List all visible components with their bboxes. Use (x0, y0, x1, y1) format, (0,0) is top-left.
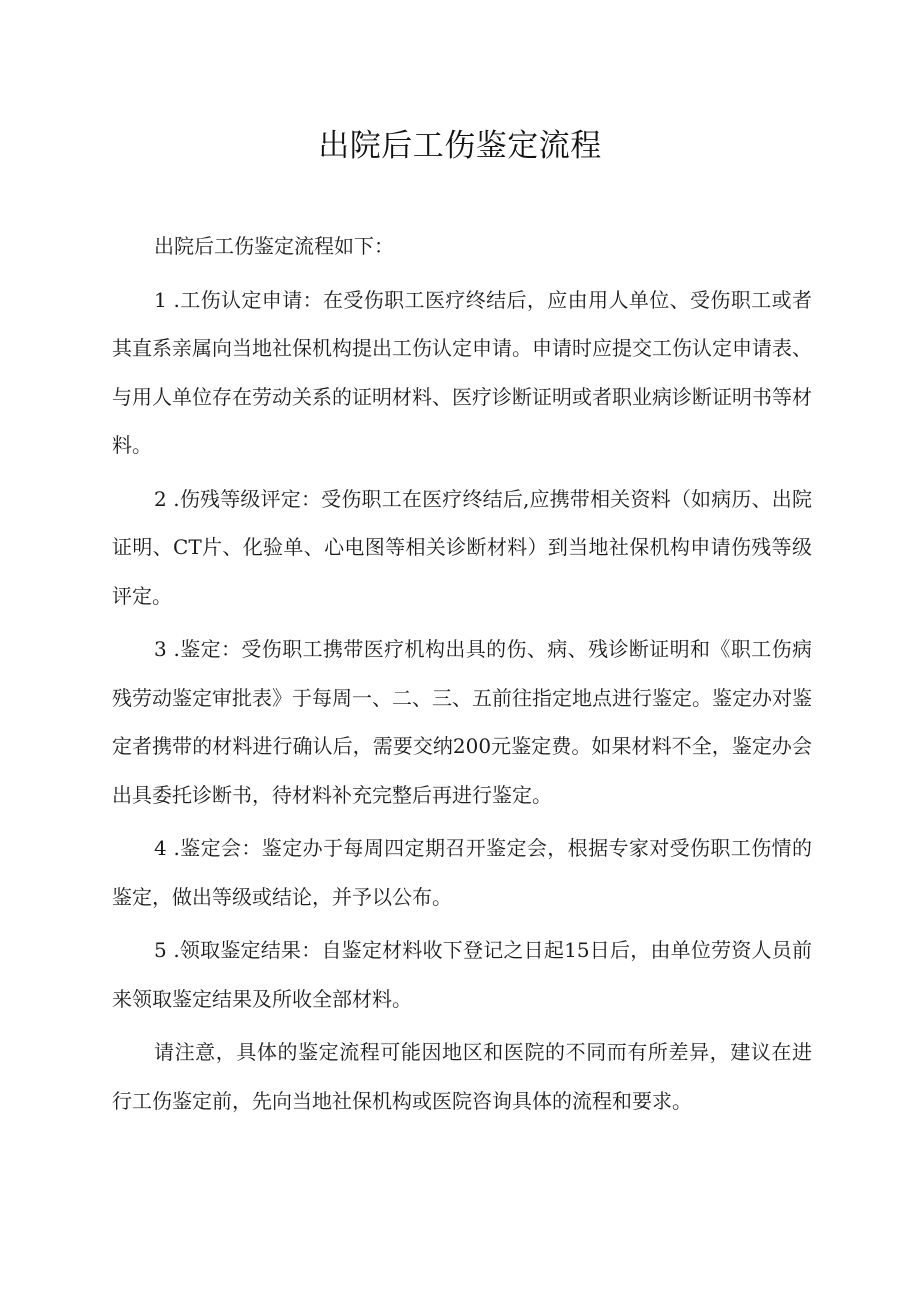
step-text: 鉴定：受伤职工携带医疗机构出具的伤、病、残诊断证明和《职工伤病残劳动鉴定审批表》于每周一、二、三、五前往指定地点进行鉴定。鉴定办对鉴定者携带的材料进行确认后，需要交纳200元鉴定费。如果材料不全，鉴定办会出具委托诊断书，待材料补充完整后再进行鉴定。 (112, 637, 812, 807)
step-text: 伤残等级评定：受伤职工在医疗终结后,应携带相关资料（如病历、出院证明、CT片、化验单、心电图等相关诊断材料）到当地社保机构申请伤残等级评定。 (112, 486, 812, 608)
step-text: 工伤认定申请：在受伤职工医疗终结后，应由用人单位、受伤职工或者其直系亲属向当地社保机构提出工伤认定申请。申请时应提交工伤认定申请表、与用人单位存在劳动关系的证明材料、医疗诊断证明或者职业病诊断证明书等材料。 (112, 287, 812, 457)
step-number: 5 (154, 938, 167, 962)
document-body (112, 222, 812, 1130)
step-number: 1 (154, 287, 167, 312)
step-paragraph: 3 .鉴定：受伤职工携带医疗机构出具的伤、病、残诊断证明和《职工伤病残劳动鉴定审批表》于每周一、二、三、五前往指定地点进行鉴定。鉴定办对鉴定者携带的材料进行确认后，需要交纳200元鉴定费。如果材料不全，鉴定办会出具委托诊断书，待材料补充完整后再进行鉴定。 (112, 637, 812, 807)
step-paragraph: 1 .工伤认定申请：在受伤职工医疗终结后，应由用人单位、受伤职工或者其直系亲属向当地社保机构提出工伤认定申请。申请时应提交工伤认定申请表、与用人单位存在劳动关系的证明材料、医疗诊断证明或者职业病诊断证明书等材料。 (112, 287, 812, 457)
closing-paragraph: 请注意，具体的鉴定流程可能因地区和医院的不同而有所差异，建议在进行工伤鉴定前，先向当地社保机构或医院咨询具体的流程和要求。 (112, 1040, 812, 1113)
step-paragraph: 5 .领取鉴定结果：自鉴定材料收下登记之日起15日后，由单位劳资人员前来领取鉴定结果及所收全部材料。 (112, 938, 812, 1011)
document-title: 出院后工伤鉴定流程 (318, 128, 602, 164)
step-number: 4 (154, 836, 167, 860)
step-number: 3 (154, 637, 167, 661)
step-paragraph: 4 .鉴定会：鉴定办于每周四定期召开鉴定会，根据专家对受伤职工伤情的鉴定，做出等级或结论，并予以公布。 (112, 836, 812, 909)
step-text: 鉴定会：鉴定办于每周四定期召开鉴定会，根据专家对受伤职工伤情的鉴定，做出等级或结论，并予以公布。 (112, 836, 812, 909)
intro-paragraph: 出院后工伤鉴定流程如下： (154, 234, 394, 258)
step-number: 2 (154, 486, 167, 511)
step-paragraph: 2 .伤残等级评定：受伤职工在医疗终结后,应携带相关资料（如病历、出院证明、CT片、化验单、心电图等相关诊断材料）到当地社保机构申请伤残等级评定。 (112, 486, 812, 608)
step-text: 领取鉴定结果：自鉴定材料收下登记之日起15日后，由单位劳资人员前来领取鉴定结果及所收全部材料。 (112, 938, 812, 1011)
